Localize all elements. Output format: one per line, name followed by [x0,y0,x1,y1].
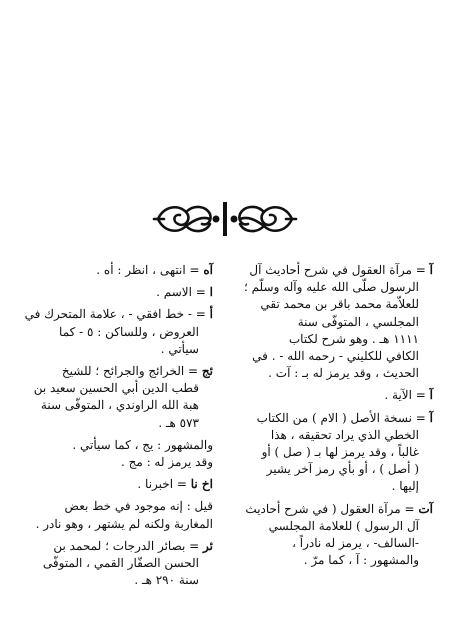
entry-text: قيل : إنه موجود في خط بعض [64,499,213,514]
entry-text: الرسول صلّى الله عليه وآله وسلّم ؛ [243,280,419,295]
entry-abbreviation: ئج [201,364,213,379]
entry-line [233,314,433,331]
left-column [15,262,213,589]
ornament-icon [150,196,300,242]
glossary-entry [15,498,213,532]
entry-text: = - خط افقي - ، علامة المتحرك في [24,307,206,322]
entry-text: = اخبرنا . [137,477,187,492]
entry-line [15,306,213,323]
entry-text: والمشهور : آ ، كما مرّ . [303,553,419,568]
entry-text: سنة ٢٩٠ هـ . [134,573,199,588]
entry-line [233,387,433,404]
glossary-entry [15,476,213,493]
entry-abbreviation: ا [209,285,213,300]
entry-line [15,262,213,279]
entry-line [15,324,213,341]
glossary-entry [15,262,213,279]
entry-text: المغاربة ولكنه لم يشتهر ، وهو نادر . [35,516,213,531]
glossary-entry [15,284,213,301]
entry-line [233,296,433,313]
entry-line [233,461,433,478]
glossary-entry [15,306,213,358]
entry-line [233,478,433,495]
glossary-entry [233,501,433,570]
entry-abbreviation: آه [203,263,213,277]
entry-line [15,555,213,572]
entry-text: = نسخة الأصل ( الام ) من الكتاب [256,410,426,425]
entry-abbreviation: آ [429,263,433,277]
glossary-entry [233,387,433,404]
entry-text: إليها . [391,479,419,494]
entry-text: غالباً ، وقد يرمز لها بـ ( صل ) أو [261,445,419,460]
entry-line [15,415,213,432]
glossary-entry [15,538,213,590]
entry-text: للعلاّمة محمد باقر بن محمد تقي [260,297,419,312]
entry-text: = بصائر الدرجات ؛ لمحمد بن [53,538,200,553]
entry-line [233,410,433,427]
entry-line [233,535,433,552]
entry-text: آل الرسول ) للعلامة المجلسي [268,518,419,533]
entry-text: العروض ، وللساكن : ٥ - كما [59,324,199,339]
entry-text: والمشهور : يج ، كما سيأتي . [72,437,213,452]
entry-line [233,501,433,518]
entry-line [15,454,213,471]
entry-text: الحسن الصفّار القمي ، المتوفّى [42,556,199,571]
entry-abbreviation: أ [209,307,213,322]
entry-line [15,498,213,515]
entry-line [233,552,433,569]
entry-line [233,262,433,279]
entry-abbreviation: آ [429,388,433,403]
entry-abbreviation: اخ نا [190,477,213,492]
entry-line [15,397,213,414]
entry-line [15,380,213,397]
entry-line [233,518,433,535]
entry-text: قطب الدين أبي الحسين سعيد بن [33,381,199,396]
entry-line [15,284,213,301]
entry-line [15,341,213,358]
entry-text: الحديث ، وقد يرمز له بـ : آت . [268,366,419,381]
entry-text: سيأتي . [160,341,199,356]
glossary-entry [15,363,213,432]
entry-line [233,348,433,365]
entry-text: = انتهى ، انظر : أه . [96,263,200,277]
entry-text: الخطي الذي يراد تحقيقه ، هذا [270,427,419,442]
entry-line [15,363,213,380]
entry-text: المجلسي ، المتوفّى سنة [297,314,419,329]
entry-text: ( أصل ) ، أو بأي رمز آخر يشير [266,462,419,477]
entry-text: -السالف- ، يرمز له نادراً ، [292,536,419,551]
right-column [233,262,433,569]
glossary-entry [15,437,213,471]
entry-line [233,444,433,461]
entry-line [15,516,213,533]
entry-text: هبة الله الراوندي ، المتوفّى سنة [40,398,199,413]
entry-abbreviation: آت [418,501,433,516]
entry-text: = الخرائج والجرائح ؛ للشيخ [61,364,199,379]
entry-text: = الآية . [384,388,426,403]
entry-line [233,331,433,348]
entry-text: ٥٧٣ هـ . [158,415,199,430]
entry-text: الكافي للكليني - رحمه الله - . في [252,349,419,364]
entry-line [15,476,213,493]
entry-abbreviation: ئر [203,538,213,553]
entry-text: = مرآة العقول في شرح أحاديث آل [249,263,426,277]
glossary-entry [233,410,433,496]
entry-text: = الاسم . [156,285,206,300]
entry-line [233,279,433,296]
entry-line [15,572,213,589]
entry-abbreviation: آ [429,410,433,425]
entry-text: وقد يرمز له : مج . [120,455,213,470]
entry-line [15,437,213,454]
glossary-entry [233,262,433,382]
entry-text: ١١١١ هـ . وهو شرح لكتاب [288,331,419,346]
entry-line [233,427,433,444]
entry-text: = مرآة العقول ( في شرح أحاديث [245,501,415,516]
entry-line [233,365,433,382]
entry-line [15,538,213,555]
